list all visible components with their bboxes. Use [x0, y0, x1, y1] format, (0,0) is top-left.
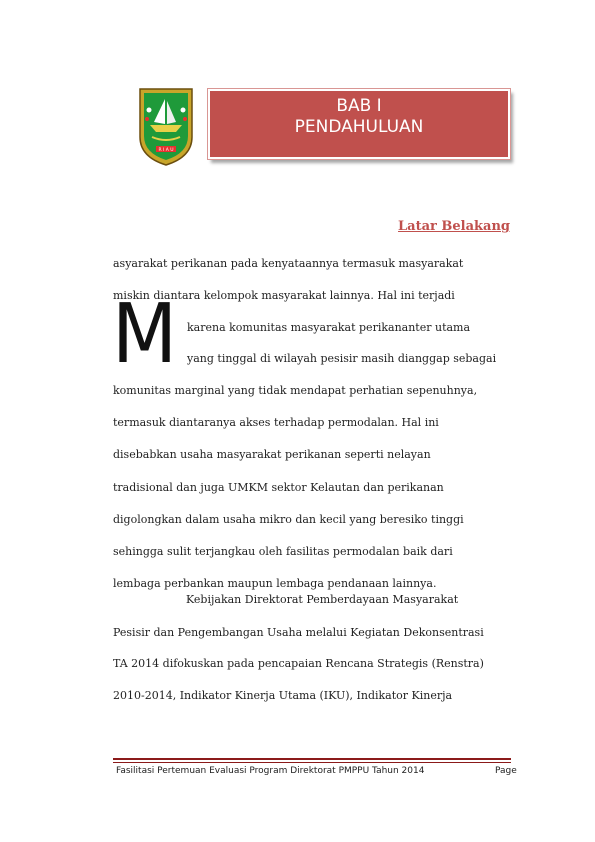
body-line: komunitas marginal yang tidak mendapat perhatian sepenuhnya,: [113, 384, 478, 397]
body-line: miskin diantara kelompok masyarakat lainnya. Hal ini terjadi: [113, 289, 455, 302]
footer-divider: [113, 758, 511, 760]
footer-page-label: Page: [495, 766, 517, 776]
footer-text: Fasilitasi Pertemuan Evaluasi Program Direktorat PMPPU Tahun 2014: [116, 766, 425, 776]
body-line: digolongkan dalam usaha mikro dan kecil yang beresiko tinggi: [113, 513, 464, 526]
body-line: yang tinggal di wilayah pesisir masih dianggap sebagai: [187, 352, 497, 365]
provincial-emblem-icon: [136, 85, 196, 167]
body-line: sehingga sulit terjangkau oleh fasilitas permodalan baik dari: [113, 545, 453, 558]
chapter-title-box: [208, 89, 510, 159]
drop-cap: M: [112, 287, 178, 382]
body-line: disebabkan usaha masyarakat perikanan seperti nelayan: [113, 448, 431, 461]
body-line: karena komunitas masyarakat perikananter utama: [187, 321, 471, 334]
section-heading: Latar Belakang: [398, 219, 510, 234]
body-line: TA 2014 difokuskan pada pencapaian Rencana Strategis (Renstra): [113, 657, 484, 670]
chapter-title: PENDAHULUAN: [294, 117, 424, 137]
body-line: 2010-2014, Indikator Kinerja Utama (IKU), Indikator Kinerja: [113, 689, 453, 702]
body-line: tradisional dan juga UMKM sektor Kelautan dan perikanan: [113, 481, 444, 494]
chapter-number: BAB I: [336, 96, 382, 116]
emblem-label: R I A U: [158, 148, 174, 153]
body-line: Pesisir dan Pengembangan Usaha melalui Kegiatan Dekonsentrasi: [113, 626, 484, 639]
body-line: lembaga perbankan maupun lembaga pendanaan lainnya.: [113, 577, 437, 590]
body-line: asyarakat perikanan pada kenyataannya termasuk masyarakat: [113, 257, 464, 270]
body-line: Kebijakan Direktorat Pemberdayaan Masyarakat: [186, 593, 459, 606]
footer-divider-thin: [113, 762, 511, 763]
body-line: termasuk diantaranya akses terhadap permodalan. Hal ini: [113, 416, 439, 429]
